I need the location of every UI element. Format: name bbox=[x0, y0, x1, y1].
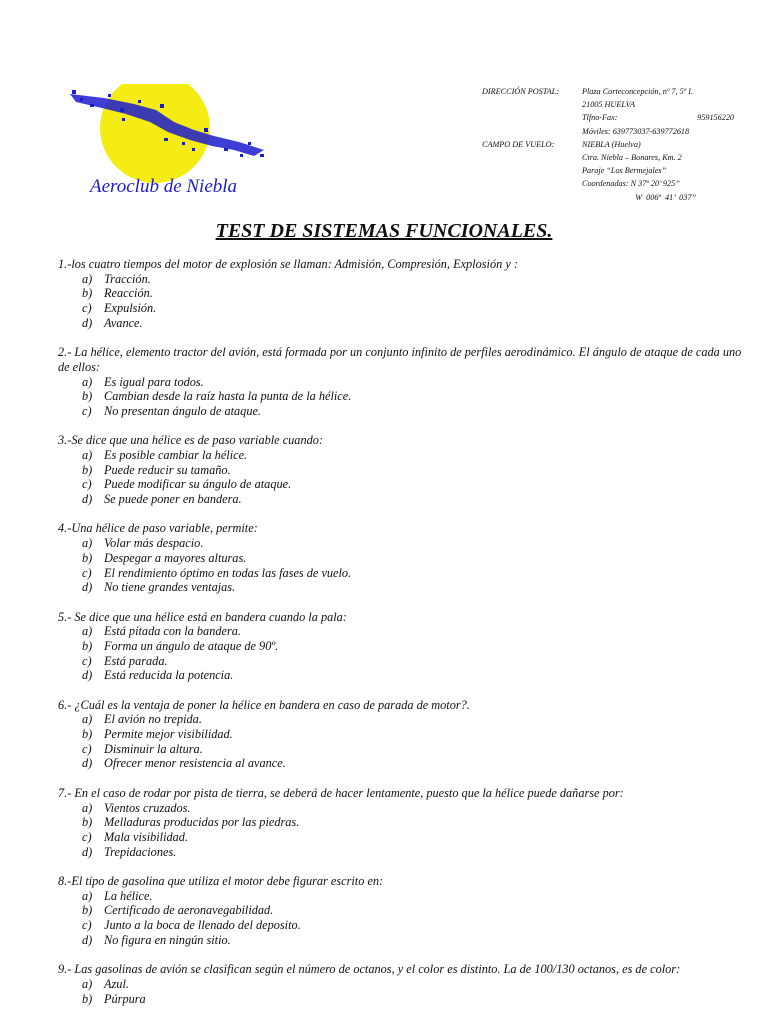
option-text: No tiene grandes ventajas. bbox=[104, 580, 236, 595]
question-block bbox=[58, 962, 748, 1006]
answer-option bbox=[58, 477, 748, 492]
contact-row bbox=[482, 151, 752, 164]
answer-option bbox=[58, 639, 748, 654]
option-text: Puede reducir su tamaño. bbox=[104, 462, 231, 477]
option-text: El avión no trepida. bbox=[104, 712, 202, 727]
question-block bbox=[58, 257, 748, 330]
option-text: Mala visibilidad. bbox=[104, 829, 189, 844]
option-letter: b) bbox=[82, 638, 93, 653]
contact-row bbox=[482, 191, 752, 204]
option-letter: d) bbox=[82, 315, 93, 330]
question-text: 2.- La hélice, elemento tractor del avión, está formada por un conjunto infinito de perfiles aerodinámico. El ángulo de ataque de cada uno de ellos: bbox=[58, 345, 742, 374]
option-text: Avance. bbox=[104, 315, 143, 330]
option-text: Expulsión. bbox=[104, 301, 157, 316]
option-letter: a) bbox=[82, 800, 93, 815]
answer-option bbox=[58, 375, 748, 390]
aeroclub-logo bbox=[64, 84, 276, 204]
option-text: Cambian desde la raíz hasta la punta de la hélice. bbox=[104, 389, 352, 404]
option-text: Certificado de aeronavegabilidad. bbox=[104, 903, 274, 918]
option-letter: d) bbox=[82, 756, 93, 771]
question-text: 4.-Una hélice de paso variable, permite: bbox=[58, 521, 258, 536]
option-text: El rendimiento óptimo en todas las fases de vuelo. bbox=[104, 565, 352, 580]
contact-value: 21005 HUELVA bbox=[582, 100, 635, 110]
option-text: Melladuras producidas por las piedras. bbox=[104, 815, 300, 830]
option-text: Púrpura bbox=[104, 991, 146, 1006]
answer-option bbox=[58, 316, 748, 331]
option-text: Es posible cambiar la hélice. bbox=[104, 448, 248, 462]
option-letter: d) bbox=[82, 580, 93, 595]
answer-option bbox=[58, 992, 748, 1007]
option-text: Volar más despacio. bbox=[104, 536, 204, 551]
option-letter: a) bbox=[82, 976, 93, 991]
option-letter: c) bbox=[82, 653, 92, 668]
option-letter: a) bbox=[82, 536, 93, 551]
answer-option bbox=[58, 801, 748, 816]
question-text: 5.- Se dice que una hélice está en bandera cuando la pala: bbox=[58, 609, 347, 624]
contact-row bbox=[482, 138, 752, 151]
answer-option bbox=[58, 492, 748, 507]
option-text: Está reducida la potencia. bbox=[104, 668, 234, 683]
contact-value: Paraje “Los Bermejales” bbox=[582, 166, 667, 176]
option-letter: b) bbox=[82, 815, 93, 830]
answer-option bbox=[58, 903, 748, 918]
option-letter: d) bbox=[82, 492, 93, 507]
contact-value: Móviles: 639773037-639772618 bbox=[582, 126, 690, 136]
answer-option bbox=[58, 404, 748, 419]
answer-option bbox=[58, 624, 748, 639]
question-text: 6.- ¿Cuál es la ventaja de poner la hélice en bandera en caso de parada de motor?. bbox=[58, 697, 470, 712]
option-letter: c) bbox=[82, 829, 92, 844]
option-letter: a) bbox=[82, 624, 93, 639]
answer-option bbox=[58, 727, 748, 742]
answer-option bbox=[58, 845, 748, 860]
question-text: 8.-El tipo de gasolina que utiliza el motor debe figurar escrito en: bbox=[58, 874, 384, 888]
question-text: 3.-Se dice que una hélice es de paso variable cuando: bbox=[58, 433, 323, 448]
contact-value: Plaza Corteconcepción, nº 7, 5º I. bbox=[582, 87, 694, 96]
logo-text: Aeroclub de Niebla bbox=[90, 176, 238, 197]
option-letter: a) bbox=[82, 374, 93, 389]
option-letter: a) bbox=[82, 448, 93, 462]
contact-value: Tlfno-Fax: bbox=[582, 113, 618, 123]
question-block bbox=[58, 874, 748, 947]
contact-value: NIEBLA (Huelva) bbox=[582, 139, 641, 149]
option-text: Es igual para todos. bbox=[104, 374, 204, 389]
option-text: La hélice. bbox=[104, 888, 153, 903]
answer-option bbox=[58, 536, 748, 551]
answer-option bbox=[58, 918, 748, 933]
answer-option bbox=[58, 889, 748, 904]
option-text: Está pitada con la bandera. bbox=[104, 624, 241, 639]
option-text: No figura en ningún sitio. bbox=[104, 932, 231, 947]
option-letter: a) bbox=[82, 712, 93, 727]
option-text: Tracción. bbox=[104, 271, 151, 286]
answer-option bbox=[58, 301, 748, 316]
answer-option bbox=[58, 551, 748, 566]
option-text: Ofrecer menor resistencia al avance. bbox=[104, 756, 286, 771]
option-letter: c) bbox=[82, 403, 92, 418]
question-block bbox=[58, 786, 748, 859]
option-text: Vientos cruzados. bbox=[104, 800, 191, 815]
contact-block bbox=[482, 85, 752, 204]
option-letter: c) bbox=[82, 741, 92, 756]
answer-option bbox=[58, 712, 748, 727]
questions-list bbox=[58, 257, 748, 1021]
option-text: Puede modificar su ángulo de ataque. bbox=[104, 477, 292, 492]
contact-label: DIRECCIÓN POSTAL: bbox=[482, 87, 559, 96]
option-text: Forma un ángulo de ataque de 90º. bbox=[104, 638, 279, 653]
option-text: Junto a la boca de llenado del deposito. bbox=[104, 918, 301, 933]
page-title: TEST DE SISTEMAS FUNCIONALES. bbox=[215, 220, 553, 242]
contact-value: Coordenadas: N 37º 20’ 925’’ bbox=[582, 179, 680, 189]
option-letter: b) bbox=[82, 286, 93, 301]
option-letter: b) bbox=[82, 727, 93, 742]
option-letter: c) bbox=[82, 301, 92, 316]
option-letter: c) bbox=[82, 565, 92, 580]
option-letter: c) bbox=[82, 477, 92, 492]
option-letter: d) bbox=[82, 932, 93, 947]
option-text: Despegar a mayores alturas. bbox=[104, 550, 247, 565]
question-text: 9.- Las gasolinas de avión se clasifican según el número de octanos, y el color es distinto. La de 100/130 octanos, es de color: bbox=[58, 962, 681, 977]
question-block bbox=[58, 345, 748, 418]
question-block bbox=[58, 698, 748, 771]
option-letter: b) bbox=[82, 462, 93, 477]
question-block bbox=[58, 433, 748, 506]
option-text: No presentan ángulo de ataque. bbox=[104, 403, 261, 418]
answer-option bbox=[58, 286, 748, 301]
option-text: Está parada. bbox=[104, 653, 168, 668]
answer-option bbox=[58, 389, 748, 404]
option-letter: a) bbox=[82, 271, 93, 286]
contact-value: W 006º 41’ 037’’ bbox=[582, 192, 696, 202]
contact-row bbox=[482, 125, 752, 138]
answer-option bbox=[58, 815, 748, 830]
answer-option bbox=[58, 580, 748, 595]
contact-label: CAMPO DE VUELO: bbox=[482, 139, 555, 149]
option-letter: b) bbox=[82, 903, 93, 918]
option-letter: d) bbox=[82, 668, 93, 683]
answer-option bbox=[58, 830, 748, 845]
option-letter: a) bbox=[82, 888, 93, 903]
contact-phone: 959156220 bbox=[697, 113, 734, 123]
contact-row bbox=[482, 177, 752, 190]
answer-option bbox=[58, 654, 748, 669]
option-text: Se puede poner en bandera. bbox=[104, 492, 242, 507]
contact-row bbox=[482, 85, 752, 98]
option-letter: c) bbox=[82, 918, 92, 933]
answer-option bbox=[58, 977, 748, 992]
contact-value: Ctra. Niebla – Bonares, Km. 2 bbox=[582, 152, 682, 162]
option-text: Disminuir la altura. bbox=[104, 741, 203, 756]
option-text: Permite mejor visibilidad. bbox=[104, 727, 233, 742]
answer-option bbox=[58, 463, 748, 478]
answer-option bbox=[58, 272, 748, 287]
option-text: Reacción. bbox=[104, 286, 153, 301]
answer-option bbox=[58, 566, 748, 581]
answer-option bbox=[58, 668, 748, 683]
option-letter: b) bbox=[82, 550, 93, 565]
answer-option bbox=[58, 448, 748, 463]
answer-option bbox=[58, 742, 748, 757]
option-letter: d) bbox=[82, 844, 93, 859]
option-letter: b) bbox=[82, 991, 93, 1006]
answer-option bbox=[58, 933, 748, 948]
option-text: Trepidaciones. bbox=[104, 844, 177, 859]
contact-row bbox=[482, 164, 752, 177]
answer-option bbox=[58, 756, 748, 771]
question-text: 1.-los cuatro tiempos del motor de explosión se llaman: Admisión, Compresión, Explosión y : bbox=[58, 257, 518, 271]
contact-row bbox=[482, 111, 752, 124]
contact-row bbox=[482, 98, 752, 111]
question-block bbox=[58, 610, 748, 683]
question-block bbox=[58, 521, 748, 594]
option-text: Azul. bbox=[104, 976, 129, 991]
option-letter: b) bbox=[82, 389, 93, 404]
question-text: 7.- En el caso de rodar por pista de tierra, se deberá de hacer lentamente, puesto que la hélice puede dañarse por: bbox=[58, 785, 624, 800]
